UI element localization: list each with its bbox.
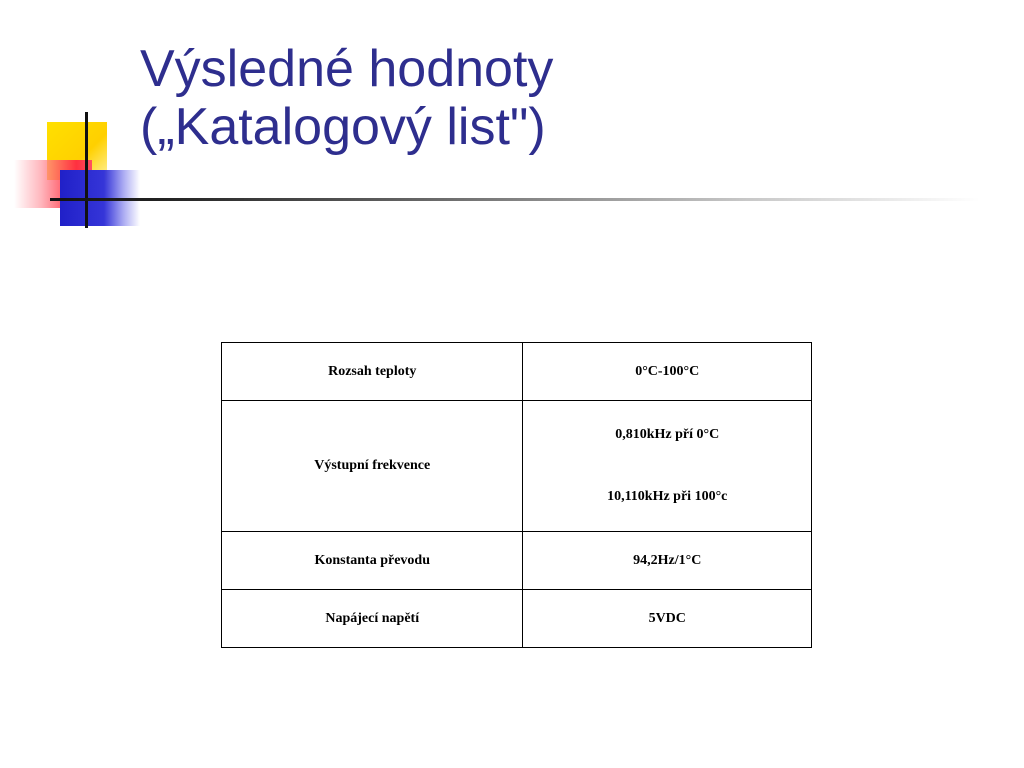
table-cell-value-line: 10,110kHz při 100°c <box>607 489 728 504</box>
table-row <box>222 532 812 590</box>
table-cell-value: 0°C-100°C <box>523 343 812 401</box>
spec-table <box>221 342 812 648</box>
table-cell-value: 5VDC <box>523 590 812 648</box>
decorative-vertical-line <box>85 112 88 228</box>
slide-title-line-1: Výsledné hodnoty <box>140 40 554 98</box>
table-cell-value <box>523 401 812 532</box>
table-cell-value-line: 0,810kHz pří 0°C <box>615 427 720 442</box>
title-underline <box>50 198 980 201</box>
table-cell-label: Rozsah teploty <box>222 343 523 401</box>
slide-title-line-2: („Katalogový list") <box>140 98 546 156</box>
slide-title <box>140 40 553 156</box>
table-cell-label: Výstupní frekvence <box>222 401 523 532</box>
table-row <box>222 401 812 532</box>
table-row <box>222 590 812 648</box>
table-cell-label: Napájecí napětí <box>222 590 523 648</box>
table-cell-value: 94,2Hz/1°C <box>523 532 812 590</box>
table-cell-label: Konstanta převodu <box>222 532 523 590</box>
table-row <box>222 343 812 401</box>
